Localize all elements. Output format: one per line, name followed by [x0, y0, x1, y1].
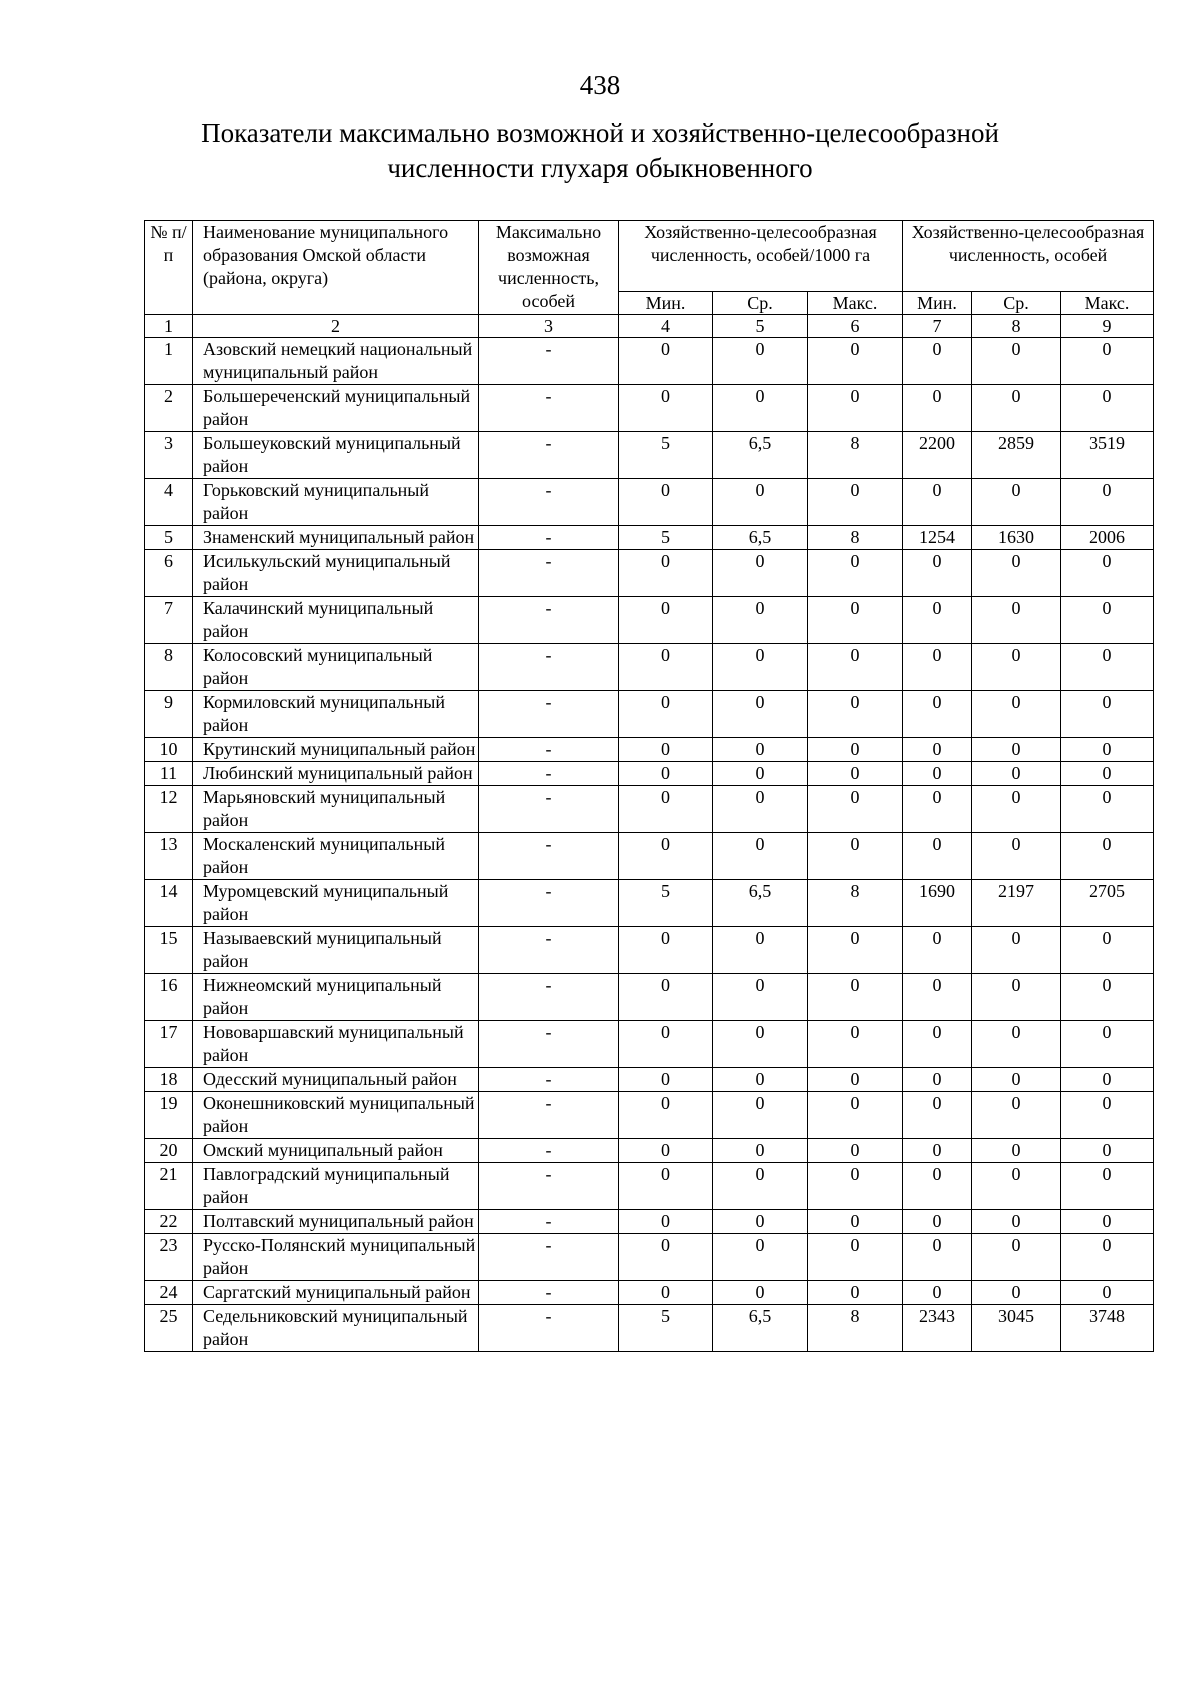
cell-count-avg: 0 — [972, 550, 1061, 597]
cell-count-min: 2200 — [903, 432, 972, 479]
cell-density-avg: 0 — [713, 550, 808, 597]
cell-density-avg: 0 — [713, 597, 808, 644]
cell-num: 2 — [145, 385, 193, 432]
header-density-min: Мин. — [619, 292, 713, 315]
cell-num: 25 — [145, 1305, 193, 1352]
cell-max-possible: - — [479, 1092, 619, 1139]
cell-density-min: 0 — [619, 833, 713, 880]
cell-density-min: 0 — [619, 338, 713, 385]
cell-max-possible: - — [479, 526, 619, 550]
cell-count-min: 0 — [903, 762, 972, 786]
cell-density-avg: 0 — [713, 762, 808, 786]
cell-density-min: 5 — [619, 880, 713, 927]
cell-max-possible: - — [479, 1234, 619, 1281]
cell-count-min: 0 — [903, 1210, 972, 1234]
cell-num: 22 — [145, 1210, 193, 1234]
cell-density-avg: 6,5 — [713, 526, 808, 550]
cell-name: Нововаршавский муниципальный район — [193, 1021, 479, 1068]
table-row — [145, 338, 1154, 385]
cell-density-max: 0 — [808, 974, 903, 1021]
cell-count-max: 0 — [1061, 1092, 1154, 1139]
cell-count-min: 0 — [903, 786, 972, 833]
cell-name: Москаленский муниципальный район — [193, 833, 479, 880]
cell-count-max: 0 — [1061, 786, 1154, 833]
table-row — [145, 479, 1154, 526]
cell-density-max: 0 — [808, 644, 903, 691]
cell-name: Русско-Полянский муниципальный район — [193, 1234, 479, 1281]
cell-num: 20 — [145, 1139, 193, 1163]
cell-count-avg: 0 — [972, 479, 1061, 526]
cell-name: Марьяновский муниципальный район — [193, 786, 479, 833]
cell-count-avg: 0 — [972, 691, 1061, 738]
cell-density-max: 0 — [808, 786, 903, 833]
title-line-2: численности глухаря обыкновенного — [387, 153, 813, 183]
cell-max-possible: - — [479, 597, 619, 644]
cell-count-max: 0 — [1061, 927, 1154, 974]
cell-density-avg: 0 — [713, 1210, 808, 1234]
cell-density-avg: 0 — [713, 1068, 808, 1092]
cell-density-min: 0 — [619, 786, 713, 833]
cell-density-avg: 0 — [713, 1163, 808, 1210]
header-row — [145, 221, 1154, 292]
cell-num: 9 — [145, 691, 193, 738]
table-row — [145, 1210, 1154, 1234]
cell-density-avg: 0 — [713, 644, 808, 691]
cell-density-avg: 0 — [713, 1139, 808, 1163]
cell-count-min: 0 — [903, 833, 972, 880]
cell-count-min: 0 — [903, 691, 972, 738]
cell-count-min: 0 — [903, 479, 972, 526]
cell-count-max: 0 — [1061, 1163, 1154, 1210]
cell-density-max: 0 — [808, 338, 903, 385]
cell-density-avg: 0 — [713, 1021, 808, 1068]
cell-count-min: 0 — [903, 385, 972, 432]
column-number: 9 — [1061, 315, 1154, 338]
table-row — [145, 833, 1154, 880]
cell-count-avg: 0 — [972, 1163, 1061, 1210]
column-number: 7 — [903, 315, 972, 338]
cell-density-avg: 0 — [713, 786, 808, 833]
cell-density-avg: 0 — [713, 833, 808, 880]
header-num: № п/п — [145, 221, 193, 315]
cell-count-min: 0 — [903, 338, 972, 385]
cell-name: Горьковский муниципальный район — [193, 479, 479, 526]
cell-num: 21 — [145, 1163, 193, 1210]
cell-count-max: 0 — [1061, 833, 1154, 880]
cell-count-max: 0 — [1061, 762, 1154, 786]
cell-count-max: 0 — [1061, 738, 1154, 762]
cell-name: Азовский немецкий национальный муниципальный район — [193, 338, 479, 385]
cell-num: 1 — [145, 338, 193, 385]
cell-name: Большереченский муниципальный район — [193, 385, 479, 432]
cell-density-min: 5 — [619, 526, 713, 550]
table-body — [145, 315, 1154, 1352]
title-line-1: Показатели максимально возможной и хозяйственно-целесообразной — [201, 118, 999, 148]
grouse-population-table — [144, 220, 1154, 1352]
cell-num: 11 — [145, 762, 193, 786]
table-row — [145, 644, 1154, 691]
cell-density-min: 0 — [619, 927, 713, 974]
table-row — [145, 1281, 1154, 1305]
cell-count-avg: 0 — [972, 762, 1061, 786]
cell-count-min: 1690 — [903, 880, 972, 927]
cell-density-max: 0 — [808, 927, 903, 974]
table-row — [145, 1021, 1154, 1068]
cell-count-avg: 0 — [972, 974, 1061, 1021]
cell-count-min: 0 — [903, 974, 972, 1021]
table-row — [145, 1068, 1154, 1092]
column-number: 6 — [808, 315, 903, 338]
cell-name: Исилькульский муниципальный район — [193, 550, 479, 597]
cell-density-max: 0 — [808, 1210, 903, 1234]
header-max-possible: Максимально возможная численность, особей — [479, 221, 619, 315]
cell-density-min: 0 — [619, 762, 713, 786]
cell-name: Седельниковский муниципальный район — [193, 1305, 479, 1352]
cell-density-avg: 0 — [713, 1234, 808, 1281]
cell-density-max: 8 — [808, 1305, 903, 1352]
cell-density-min: 0 — [619, 1163, 713, 1210]
cell-max-possible: - — [479, 927, 619, 974]
cell-name: Называевский муниципальный район — [193, 927, 479, 974]
cell-count-max: 3519 — [1061, 432, 1154, 479]
cell-name: Омский муниципальный район — [193, 1139, 479, 1163]
cell-count-avg: 0 — [972, 738, 1061, 762]
cell-density-max: 0 — [808, 550, 903, 597]
cell-num: 14 — [145, 880, 193, 927]
cell-count-max: 0 — [1061, 1234, 1154, 1281]
cell-name: Крутинский муниципальный район — [193, 738, 479, 762]
cell-density-max: 0 — [808, 1021, 903, 1068]
cell-name: Муромцевский муниципальный район — [193, 880, 479, 927]
cell-density-max: 0 — [808, 1068, 903, 1092]
cell-num: 17 — [145, 1021, 193, 1068]
cell-num: 6 — [145, 550, 193, 597]
cell-count-min: 1254 — [903, 526, 972, 550]
cell-max-possible: - — [479, 1210, 619, 1234]
header-name: Наименование муниципального образования Омской области (района, округа) — [193, 221, 479, 315]
cell-count-avg: 0 — [972, 1068, 1061, 1092]
cell-count-avg: 1630 — [972, 526, 1061, 550]
cell-count-max: 2705 — [1061, 880, 1154, 927]
cell-density-avg: 0 — [713, 338, 808, 385]
table-row — [145, 432, 1154, 479]
cell-density-max: 8 — [808, 432, 903, 479]
header-density-group: Хозяйственно-целесообразная численность, особей/1000 га — [619, 221, 903, 292]
cell-count-avg: 0 — [972, 833, 1061, 880]
cell-num: 8 — [145, 644, 193, 691]
column-number: 2 — [193, 315, 479, 338]
cell-density-max: 0 — [808, 738, 903, 762]
header-count-avg: Ср. — [972, 292, 1061, 315]
cell-name: Любинский муниципальный район — [193, 762, 479, 786]
table-row — [145, 786, 1154, 833]
cell-max-possible: - — [479, 385, 619, 432]
cell-count-avg: 0 — [972, 1234, 1061, 1281]
cell-density-max: 0 — [808, 1163, 903, 1210]
cell-max-possible: - — [479, 1021, 619, 1068]
cell-count-avg: 0 — [972, 1210, 1061, 1234]
cell-density-min: 0 — [619, 974, 713, 1021]
cell-num: 10 — [145, 738, 193, 762]
cell-num: 7 — [145, 597, 193, 644]
table-row — [145, 691, 1154, 738]
cell-density-max: 0 — [808, 385, 903, 432]
cell-count-avg: 2197 — [972, 880, 1061, 927]
cell-density-min: 0 — [619, 1068, 713, 1092]
header-density-avg: Ср. — [713, 292, 808, 315]
cell-count-max: 0 — [1061, 974, 1154, 1021]
header-count-min: Мин. — [903, 292, 972, 315]
cell-count-min: 0 — [903, 738, 972, 762]
cell-count-avg: 0 — [972, 597, 1061, 644]
cell-density-max: 8 — [808, 526, 903, 550]
table-row — [145, 1092, 1154, 1139]
cell-name: Знаменский муниципальный район — [193, 526, 479, 550]
cell-count-avg: 0 — [972, 1139, 1061, 1163]
cell-density-max: 0 — [808, 1281, 903, 1305]
cell-density-min: 0 — [619, 1139, 713, 1163]
cell-name: Колосовский муниципальный район — [193, 644, 479, 691]
cell-density-avg: 0 — [713, 974, 808, 1021]
cell-num: 5 — [145, 526, 193, 550]
cell-count-max: 2006 — [1061, 526, 1154, 550]
cell-density-avg: 0 — [713, 927, 808, 974]
cell-count-avg: 0 — [972, 1092, 1061, 1139]
cell-density-min: 0 — [619, 738, 713, 762]
table-row — [145, 526, 1154, 550]
cell-count-avg: 0 — [972, 1021, 1061, 1068]
cell-count-max: 0 — [1061, 479, 1154, 526]
cell-max-possible: - — [479, 1139, 619, 1163]
cell-density-avg: 0 — [713, 691, 808, 738]
cell-count-avg: 3045 — [972, 1305, 1061, 1352]
cell-density-max: 0 — [808, 1139, 903, 1163]
cell-density-min: 0 — [619, 691, 713, 738]
column-number: 8 — [972, 315, 1061, 338]
cell-num: 3 — [145, 432, 193, 479]
cell-num: 23 — [145, 1234, 193, 1281]
cell-max-possible: - — [479, 479, 619, 526]
table-row — [145, 597, 1154, 644]
cell-num: 24 — [145, 1281, 193, 1305]
cell-name: Саргатский муниципальный район — [193, 1281, 479, 1305]
cell-density-min: 0 — [619, 550, 713, 597]
cell-density-avg: 0 — [713, 479, 808, 526]
cell-max-possible: - — [479, 338, 619, 385]
table-row — [145, 1163, 1154, 1210]
cell-name: Большеуковский муниципальный район — [193, 432, 479, 479]
cell-density-max: 0 — [808, 1092, 903, 1139]
column-number-row — [145, 315, 1154, 338]
cell-density-avg: 0 — [713, 1281, 808, 1305]
cell-density-min: 0 — [619, 1021, 713, 1068]
table-row — [145, 880, 1154, 927]
table-row — [145, 762, 1154, 786]
table-row — [145, 1234, 1154, 1281]
cell-max-possible: - — [479, 691, 619, 738]
cell-count-max: 0 — [1061, 1068, 1154, 1092]
cell-max-possible: - — [479, 1281, 619, 1305]
cell-count-min: 2343 — [903, 1305, 972, 1352]
cell-density-avg: 6,5 — [713, 880, 808, 927]
cell-count-min: 0 — [903, 1139, 972, 1163]
cell-count-avg: 0 — [972, 1281, 1061, 1305]
cell-max-possible: - — [479, 1305, 619, 1352]
cell-count-min: 0 — [903, 597, 972, 644]
cell-count-min: 0 — [903, 1163, 972, 1210]
column-number: 4 — [619, 315, 713, 338]
cell-max-possible: - — [479, 880, 619, 927]
cell-count-max: 0 — [1061, 644, 1154, 691]
cell-count-max: 0 — [1061, 1210, 1154, 1234]
column-number: 1 — [145, 315, 193, 338]
cell-name: Кормиловский муниципальный район — [193, 691, 479, 738]
cell-max-possible: - — [479, 974, 619, 1021]
cell-max-possible: - — [479, 432, 619, 479]
cell-max-possible: - — [479, 762, 619, 786]
cell-density-avg: 6,5 — [713, 1305, 808, 1352]
cell-density-min: 0 — [619, 1281, 713, 1305]
cell-name: Павлоградский муниципальный район — [193, 1163, 479, 1210]
page-number: 438 — [579, 70, 621, 100]
table-row — [145, 550, 1154, 597]
cell-max-possible: - — [479, 644, 619, 691]
cell-density-avg: 0 — [713, 1092, 808, 1139]
table-row — [145, 1305, 1154, 1352]
cell-num: 16 — [145, 974, 193, 1021]
cell-name: Нижнеомский муниципальный район — [193, 974, 479, 1021]
cell-count-max: 0 — [1061, 691, 1154, 738]
cell-max-possible: - — [479, 1068, 619, 1092]
cell-count-avg: 0 — [972, 927, 1061, 974]
cell-density-min: 5 — [619, 1305, 713, 1352]
cell-density-min: 5 — [619, 432, 713, 479]
cell-density-min: 0 — [619, 1210, 713, 1234]
cell-count-min: 0 — [903, 927, 972, 974]
cell-density-min: 0 — [619, 479, 713, 526]
cell-density-max: 0 — [808, 597, 903, 644]
cell-density-min: 0 — [619, 385, 713, 432]
cell-count-avg: 0 — [972, 385, 1061, 432]
cell-max-possible: - — [479, 833, 619, 880]
cell-num: 13 — [145, 833, 193, 880]
header-density-max: Макс. — [808, 292, 903, 315]
cell-count-max: 0 — [1061, 1021, 1154, 1068]
cell-name: Одесский муниципальный район — [193, 1068, 479, 1092]
table-row — [145, 738, 1154, 762]
column-number: 5 — [713, 315, 808, 338]
cell-count-min: 0 — [903, 1092, 972, 1139]
cell-count-min: 0 — [903, 1021, 972, 1068]
cell-name: Полтавский муниципальный район — [193, 1210, 479, 1234]
cell-max-possible: - — [479, 786, 619, 833]
cell-num: 18 — [145, 1068, 193, 1092]
cell-name: Калачинский муниципальный район — [193, 597, 479, 644]
cell-count-avg: 0 — [972, 338, 1061, 385]
cell-count-min: 0 — [903, 644, 972, 691]
header-count-max: Макс. — [1061, 292, 1154, 315]
cell-count-min: 0 — [903, 1068, 972, 1092]
cell-count-max: 0 — [1061, 597, 1154, 644]
cell-count-min: 0 — [903, 1234, 972, 1281]
cell-count-avg: 2859 — [972, 432, 1061, 479]
cell-count-min: 0 — [903, 1281, 972, 1305]
cell-num: 19 — [145, 1092, 193, 1139]
cell-density-max: 0 — [808, 691, 903, 738]
cell-density-avg: 0 — [713, 385, 808, 432]
table-row — [145, 1139, 1154, 1163]
cell-density-max: 0 — [808, 762, 903, 786]
cell-density-max: 0 — [808, 479, 903, 526]
table-row — [145, 974, 1154, 1021]
cell-count-avg: 0 — [972, 786, 1061, 833]
cell-count-max: 0 — [1061, 550, 1154, 597]
cell-count-max: 0 — [1061, 1139, 1154, 1163]
cell-density-min: 0 — [619, 1092, 713, 1139]
cell-num: 4 — [145, 479, 193, 526]
cell-name: Оконешниковский муниципальный район — [193, 1092, 479, 1139]
cell-num: 12 — [145, 786, 193, 833]
cell-count-max: 0 — [1061, 1281, 1154, 1305]
table-row — [145, 927, 1154, 974]
cell-count-min: 0 — [903, 550, 972, 597]
cell-count-max: 0 — [1061, 385, 1154, 432]
document-title — [180, 116, 1020, 186]
cell-max-possible: - — [479, 550, 619, 597]
cell-density-max: 0 — [808, 833, 903, 880]
cell-density-max: 0 — [808, 1234, 903, 1281]
cell-density-min: 0 — [619, 1234, 713, 1281]
cell-count-avg: 0 — [972, 644, 1061, 691]
cell-density-min: 0 — [619, 644, 713, 691]
table-row — [145, 385, 1154, 432]
cell-density-avg: 0 — [713, 738, 808, 762]
cell-max-possible: - — [479, 1163, 619, 1210]
cell-count-max: 3748 — [1061, 1305, 1154, 1352]
header-count-group: Хозяйственно-целесообразная численность, особей — [903, 221, 1154, 292]
cell-count-max: 0 — [1061, 338, 1154, 385]
cell-max-possible: - — [479, 738, 619, 762]
cell-density-max: 8 — [808, 880, 903, 927]
cell-density-avg: 6,5 — [713, 432, 808, 479]
cell-density-min: 0 — [619, 597, 713, 644]
column-number: 3 — [479, 315, 619, 338]
cell-num: 15 — [145, 927, 193, 974]
